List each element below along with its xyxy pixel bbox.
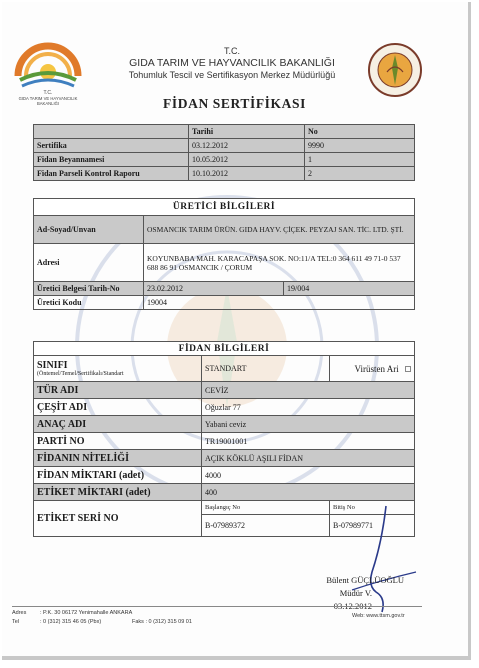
row-label: FİDANIN NİTELİĞİ (34, 450, 202, 467)
row-label: FİDAN MİKTARI (adet) (34, 467, 202, 484)
name-value: OSMANCIK TARIM ÜRÜN. GIDA HAYV. ÇİÇEK. PEYZAJ SAN. TİC. LTD. ŞTİ. (144, 216, 415, 244)
class-label-cell (34, 356, 202, 382)
table-row (34, 484, 415, 501)
class-label: SINIFI (37, 360, 68, 371)
row-value: 400 (202, 484, 415, 501)
virus-free-cell (330, 356, 415, 382)
table-row (34, 450, 415, 467)
serial-label: ETİKET SERİ NO (34, 501, 202, 537)
table-row (34, 139, 415, 153)
signatory-title: Müdür V. (339, 588, 372, 598)
code-label: Üretici Kodu (34, 296, 144, 310)
table-row (34, 382, 415, 399)
table-row (34, 282, 415, 296)
table-header-cell: Tarihi (189, 125, 305, 139)
header-ministry: GIDA TARIM VE HAYVANCILIK BAKANLIĞI (129, 57, 335, 69)
row-date: 10.10.2012 (189, 167, 305, 181)
table-row (34, 244, 415, 282)
header-directorate: Tohumluk Tescil ve Sertifikasyon Merkez Müdürlüğü (128, 70, 336, 80)
table-row (34, 356, 415, 382)
serial-end-label: Bitiş No (330, 501, 415, 515)
row-date: 10.05.2012 (189, 153, 305, 167)
footer-website-link[interactable]: Web: www.ttsm.gov.tr (352, 613, 405, 619)
table-row (34, 296, 415, 310)
table-header-row (34, 125, 415, 139)
row-label: Sertifika (34, 139, 189, 153)
table-header-cell: No (305, 125, 415, 139)
table-row (34, 153, 415, 167)
signature-date: 03.12.2012 (333, 601, 372, 611)
row-label: Fidan Beyannamesi (34, 153, 189, 167)
checkbox-icon (405, 366, 411, 372)
code-value: 19004 (144, 296, 415, 310)
sapling-section-title: FİDAN BİLGİLERİ (34, 342, 415, 356)
serial-start-label: Başlangıç No (202, 501, 330, 515)
row-value: Oğuzlar 77 (202, 399, 415, 416)
svg-text:BAKANLIĞI: BAKANLIĞI (36, 101, 60, 106)
row-label: TÜR ADI (34, 382, 202, 399)
footer-tel-value: : 0 (312) 315 46 05 (Pbx) (40, 619, 102, 625)
document-title: FİDAN SERTİFİKASI (163, 96, 306, 111)
footer-address-value: : P.K. 30 06172 Yenimahalle ANKARA (40, 610, 133, 616)
summary-table (33, 124, 415, 181)
address-value: KOYUNBABA MAH. KARACAPAŞA SOK. NO:11/A TEL:0 364 611 49 71-0 537 688 86 91 OSMANCIK / ÇORUM (144, 244, 415, 282)
serial-end-value: B-07989771 (330, 515, 415, 537)
row-label: Fidan Parseli Kontrol Raporu (34, 167, 189, 181)
table-row (34, 399, 415, 416)
address-label: Adresi (34, 244, 144, 282)
table-row (34, 416, 415, 433)
row-value: 4000 (202, 467, 415, 484)
row-label: ANAÇ ADI (34, 416, 202, 433)
name-label: Ad-Soyad/Unvan (34, 216, 144, 244)
cert-date: 23.02.2012 (144, 282, 284, 296)
table-row (34, 467, 415, 484)
signatory-name: Bülent GÜÇLÜOĞLU (326, 575, 404, 585)
producer-section-title: ÜRETİCİ BİLGİLERİ (34, 199, 415, 216)
row-no: 9990 (305, 139, 415, 153)
row-label: ETİKET MİKTARI (adet) (34, 484, 202, 501)
ministry-logo (12, 22, 84, 108)
virus-free-label: Virüsten Ari (354, 363, 399, 374)
table-row (34, 216, 415, 244)
row-value: CEVİZ (202, 382, 415, 399)
svg-text:T.C.: T.C. (43, 90, 53, 96)
header-tc: T.C. (223, 46, 240, 56)
table-header-cell (34, 125, 189, 139)
serial-start-value: B-07989372 (202, 515, 330, 537)
row-no: 1 (305, 153, 415, 167)
table-row (34, 167, 415, 181)
row-value: AÇIK KÖKLÜ AŞILI FİDAN (202, 450, 415, 467)
footer-fax: Faks : 0 (312) 315 09 01 (132, 619, 192, 625)
row-value: TR19001001 (202, 433, 415, 450)
certificate-page (2, 2, 471, 660)
class-sublabel: (Öntemel/Temel/Sertifikalı/Standart (37, 371, 124, 377)
row-date: 03.12.2012 (189, 139, 305, 153)
row-value: Yabani ceviz (202, 416, 415, 433)
cert-no: 19/004 (284, 282, 415, 296)
footer-address-label: Adres (12, 610, 27, 616)
directorate-seal-logo (367, 42, 423, 98)
row-no: 2 (305, 167, 415, 181)
svg-text:GIDA TARIM VE HAYVANCILIK: GIDA TARIM VE HAYVANCILIK (18, 96, 78, 101)
class-value: STANDART (202, 356, 330, 382)
footer-divider (12, 606, 422, 607)
table-row (34, 433, 415, 450)
cert-label: Üretici Belgesi Tarih-No (34, 282, 144, 296)
row-label: PARTİ NO (34, 433, 202, 450)
producer-table (33, 198, 415, 310)
row-label: ÇEŞİT ADI (34, 399, 202, 416)
footer-tel-label: Tel (12, 619, 20, 625)
